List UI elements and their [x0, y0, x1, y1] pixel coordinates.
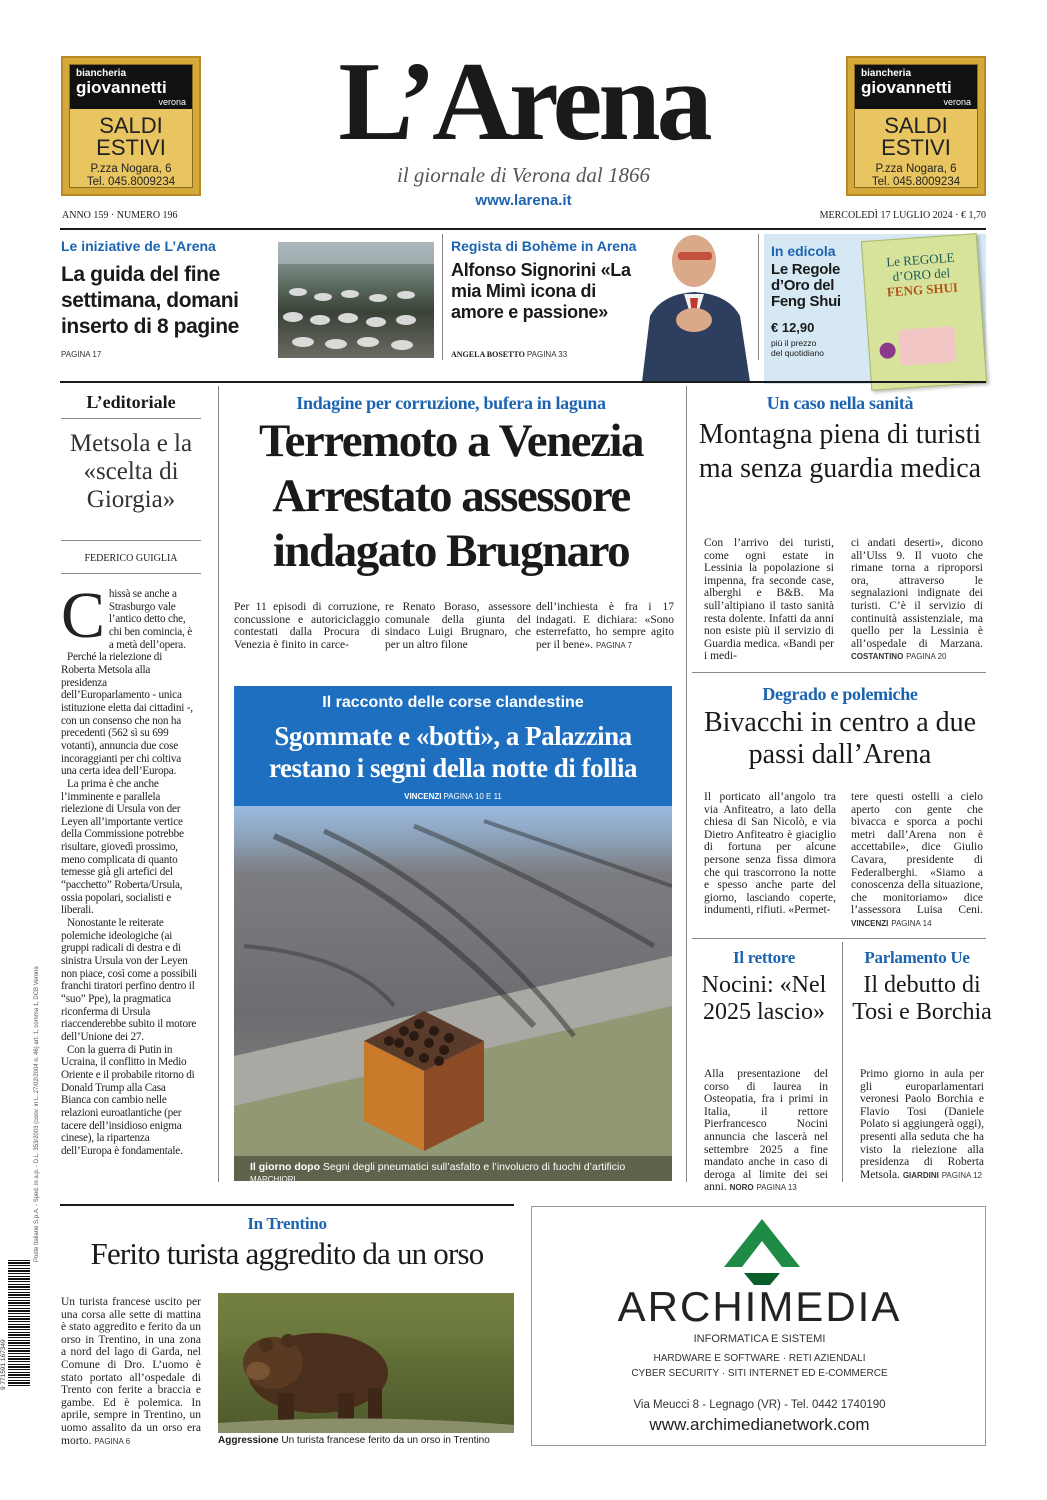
editoriale-body: C hissà se anche a Strasburgo vale l’antico detto che, chi ben comincia, è a metà dell’opera. Perché la rielezione di Roberta Metsola alla presidenza dell’Europarlamento - unica istituzione eletta dai cittadini -, con un consenso che non ha precedenti (562 sì su 699 votanti), annuncia due cose incoraggianti per chi coltiva una certa idea dell’Europa. La prima è che anche l’imminente e parallela rielezione di Ursula von der Leyen all’importante vertice della Commissione potrebbe risultare, giovedì prossimo, meno complicata di quanto temesse già gli artefici del “pacchetto” Roberta/Ursula, ossia popolari, socialisti e liberali. Nonostante le reiterate polemiche ideologiche (ai gruppi radicali di destra e di sinistra Ursula von der Leyen non piace, così come a possibili franchi tiratori perfino dentro il “suo” Ppe), la pragmatica riconferma di Ursula riaccenderebbe subito il motore dell’Unione dei 27. Con la guerra di Putin in Ucraina, il conflitto in Medio Oriente e il probabile ritorno di Donald Trump alla Casa Bianca con cambio nelle relazioni euroatlantiche (per tacere dell’insidioso enigma cinese), la ripartenza dell’Europa è fondamentale. [61, 579, 197, 1157]
divider [61, 573, 201, 574]
sanita-title[interactable]: Montagna piena di turisti ma senza guardia medica [698, 419, 982, 484]
rettore-title[interactable]: Nocini: «Nel 2025 lascio» [701, 972, 827, 1025]
ad-line1: biancheria [76, 68, 127, 79]
ad-estivi: ESTIVI [881, 135, 951, 160]
barcode-digits: 9 771591 167349 [0, 1339, 7, 1390]
feng-shui-book [861, 233, 987, 391]
ad-brand: giovannetti [861, 78, 952, 97]
venezia-col2: re Renato Boraso, assessore comunale della giunta del sindaco Luigi Brugnaro, che per un altro filone [385, 601, 531, 651]
editoriale-author: FEDERICO GUIGLIA [84, 553, 178, 564]
ad-city: verona [943, 97, 971, 107]
ad-address: P.zza Nogara, 6 [875, 163, 957, 175]
archimedia-ad[interactable] [531, 1206, 986, 1446]
ad-city: verona [158, 97, 186, 107]
ad-tel: Tel. 045.8009234 [871, 176, 961, 188]
divider [442, 234, 443, 360]
dropcap: C [61, 579, 105, 652]
palazzina-byline: VINCENZI PAGINA 10 E 11 [404, 792, 502, 801]
divider [692, 938, 986, 939]
venezia-kicker: Indagine per corruzione, bufera in laguna [296, 393, 606, 413]
archimedia-line2: CYBER SECURITY · SITI INTERNET ED E-COMMERCE [631, 1368, 888, 1379]
ad-brand: giovannetti [76, 78, 167, 97]
divider [61, 418, 201, 419]
teaser-edicola-title: Le Regole d’Oro del Feng Shui [771, 261, 841, 310]
book-badge [879, 342, 896, 359]
orso-kicker: In Trentino [247, 1214, 327, 1233]
teaser-iniziative-kicker: Le iniziative de L’Arena [61, 238, 216, 254]
orso-body: Un turista francese uscito per una corsa alle sette di mattina è stato aggredito e ferito da un orso in Trentino, in una zona a nord del lago di Garda, nel Comune di Dro. L’uomo è stato portato all’ospedale di Trento con ferite a braccia e gambe. Ed è polemica. In aprile, sempre in Trentino, un uomo assalito da un orso era morto. PAGINA 6 [61, 1296, 201, 1447]
degrado-kicker: Degrado e polemiche [762, 684, 918, 704]
palazzina-caption: Il giorno dopo Segni degli pneumatici sull’asfalto e l’involucro di fuochi d’artificio MARCHIORI [250, 1161, 626, 1184]
parlamento-title[interactable]: Il debutto di Tosi e Borchia [852, 972, 992, 1025]
archimedia-logo-icon [722, 1217, 802, 1287]
divider [686, 386, 687, 1182]
ad-address: P.zza Nogara, 6 [90, 163, 172, 175]
edicola-price: € 12,90 [771, 320, 815, 335]
masthead-url[interactable]: www.larena.it [475, 192, 572, 209]
book-illustration [898, 326, 956, 366]
palazzina-title[interactable]: Sgommate e «botti», a Palazzina restano i segni della notte di follia [268, 721, 637, 783]
ad-saldi: SALDI [884, 113, 948, 138]
degrado-col2: tere questi ostelli a cielo aperto con gente che bivacca e sporca a pochi metri dall’Arena non è accettabile», dice Giulio Cavara, presidente di Federalberghi. «Siamo a conoscenza della situazione, che monitoriamo» dice l’assessora Luisa Ceni. VINCENZI PAGINA 14 [851, 791, 983, 928]
rettore-body: Alla presentazione del corso di laurea in Osteopatia, fra i primi in Italia, il rettore Pierfrancesco Nocini annuncia che lascerà nel settembre 2025 a fine mandato anche in caso di deroga al limite dei sei anni. NORO PAGINA 13 [704, 1068, 828, 1194]
divider [842, 942, 843, 1182]
giovannetti-ad-left[interactable] [61, 56, 201, 196]
divider [218, 386, 219, 1182]
event-photo [278, 242, 434, 358]
masthead-tagline: il giornale di Verona dal 1866 [397, 163, 650, 187]
teaser-edicola-kicker: In edicola [771, 243, 836, 259]
teaser-iniziative-title[interactable]: La guida del fine settimana, domani inserto di 8 pagine [61, 263, 239, 338]
teaser-iniziative-page: PAGINA 17 [61, 350, 102, 359]
edicola-note: più il prezzo del quotidiano [771, 338, 824, 358]
editoriale-title[interactable]: Metsola e la «scelta di Giorgia» [69, 430, 193, 513]
archimedia-brand: ARCHIMEDIA [617, 1283, 902, 1330]
bear-photo [218, 1293, 514, 1433]
archimedia-line1: HARDWARE E SOFTWARE · RETI AZIENDALI [653, 1353, 866, 1364]
issue-date: MERCOLEDÌ 17 LUGLIO 2024 · € 1,70 [819, 210, 986, 221]
barcode [8, 1260, 30, 1386]
degrado-col1: Il porticato all’angolo tra via Anfiteatro, a lato della chiesa di San Nicolò, e via Dietro Anfiteatro è giaciglio di fortuna per alcune persone senza fissa dimora che qui trascorrono la notte e spesso anche parte del giorno, lasciando coperte, indumenti, rifiuti. «Permet- [704, 791, 836, 917]
divider [692, 672, 986, 673]
book-title: Le REGOLE d’ORO del FENG SHUI [885, 249, 959, 300]
ad-saldi: SALDI [99, 113, 163, 138]
masthead-rule [60, 228, 986, 230]
archimedia-web[interactable]: www.archimedianetwork.com [649, 1415, 870, 1434]
ad-tel: Tel. 045.8009234 [86, 176, 176, 188]
archimedia-address: Via Meucci 8 - Legnago (VR) - Tel. 0442 1740190 [633, 1399, 886, 1411]
parlamento-body: Primo giorno in aula per gli europarlamentari veronesi Paolo Borchia e Flavio Tosi (Daniele Polato si aggiungerà oggi), presenti alla seduta che ha visto la rielezione alla presidenza di Roberta Metsola. GIARDINI PAGINA 12 [860, 1068, 984, 1181]
rettore-kicker: Il rettore [733, 948, 795, 967]
ad-line1: biancheria [861, 68, 912, 79]
teaser-boheme-author: ANGELA BOSETTO PAGINA 33 [451, 350, 568, 359]
venezia-col1: Per 11 episodi di corruzione, concussione e autoriciclaggio contestati dalla Procura di Venezia è finito in carce- [234, 601, 380, 651]
sanita-kicker: Un caso nella sanità [766, 393, 914, 413]
archimedia-subtitle: INFORMATICA E SISTEMI [693, 1333, 826, 1345]
teaser-boheme-title[interactable]: Alfonso Signorini «La mia Mimì icona di amore e passione» [451, 260, 631, 322]
parlamento-kicker: Parlamento Ue [864, 948, 970, 967]
bottom-rule [60, 1204, 514, 1206]
sanita-col2: ci andati deserti», dicono all’Ulss 9. Il vuoto che rimane torna a riproporsi ora, attraverso le segnalazioni indignate dei turisti. C’è il servizio di continuità assistenziale, ma quello per la Lessinia è all’ospedale di Marzana. COSTANTINO PAGINA 20 [851, 537, 983, 662]
orso-title[interactable]: Ferito turista aggredito da un orso [90, 1236, 484, 1271]
teaser-rule [60, 381, 986, 383]
divider [61, 540, 201, 541]
venezia-col3: dell’inchiesta è fra i 17 indagati. E dichiara: «Sono esterrefatto, ho sempre agito per il bene». PAGINA 7 [536, 601, 674, 651]
palazzina-photo [234, 806, 672, 1181]
editoriale-label: L’editoriale [86, 392, 176, 412]
postal-note: Poste Italiane S.p.A. - Sped. in a.p. - D.L. 353/2003 (conv. in L. 27/02/2004 n. 46) art. 1, comma 1, DCB Verona [34, 966, 40, 1262]
palazzina-kicker: Il racconto delle corse clandestine [322, 694, 584, 711]
venezia-headline[interactable]: Terremoto a Venezia Arrestato assessore indagato Brugnaro [259, 415, 643, 577]
sanita-col1: Con l’arrivo dei turisti, come ogni estate in Lessinia la popolazione si impenna, fra seconde case, alberghi e B&B. Ma sull’altipiano il tasto sanità resta dolente. Infatti da anni non esiste più il servizio di Guardia medica. «Bandi per i medi- [704, 537, 834, 663]
ad-estivi: ESTIVI [96, 135, 166, 160]
issue-number: ANNO 159 · NUMERO 196 [62, 210, 178, 221]
teaser-boheme-kicker: Regista di Bohème in Arena [451, 238, 637, 254]
masthead-title: L’Arena [338, 40, 709, 164]
signorini-photo [632, 216, 760, 382]
giovannetti-ad-right[interactable] [846, 56, 986, 196]
divider [758, 234, 759, 360]
degrado-title[interactable]: Bivacchi in centro a due passi dall’Arena [703, 707, 977, 770]
orso-caption: Aggressione Un turista francese ferito da un orso in Trentino [218, 1435, 490, 1446]
